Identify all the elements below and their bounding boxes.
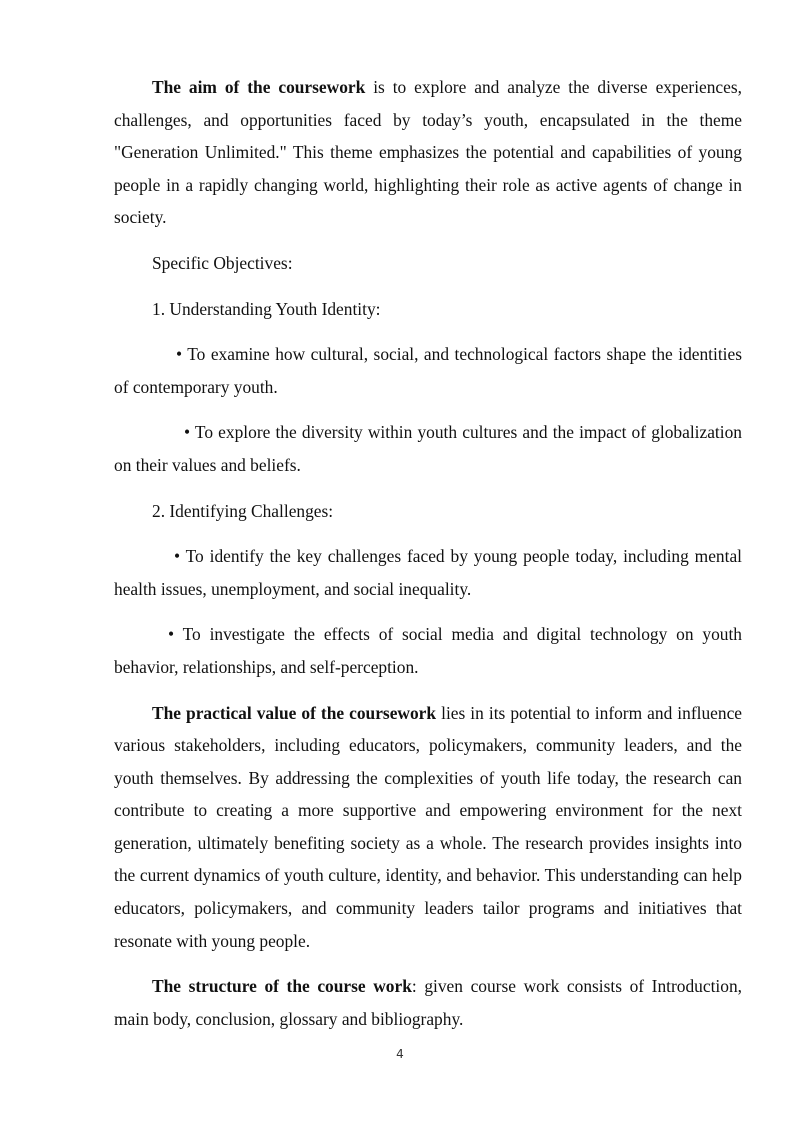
- structure-text: : given course work consists of Introduction, main body, conclusion, glossary and bibliography.: [114, 976, 743, 1029]
- structure-paragraph: [114, 970, 742, 1035]
- practical-value-text: lies in its potential to inform and influence various stakeholders, including educators, policymakers, community leaders, and the youth themselves. By addressing the complexities of youth life today, the research can contribute to creating a more supportive and empowering environment for the next generation, ultimately benefiting society as a whole. The research provides insights into the current dynamics of youth culture, identity, and behavior. This understanding can help educators, policymakers, and community leaders tailor programs and initiatives that resonate with young people.: [114, 702, 743, 951]
- structure-heading: The structure of the course work: [152, 976, 412, 997]
- objective-1-bullet-2: • To explore the diversity within youth cultures and the impact of globalization on their values and beliefs.: [114, 422, 742, 475]
- objective-2-bullet-2: • To investigate the effects of social media and digital technology on youth behavior, relationships, and self-perception.: [114, 624, 742, 677]
- aim-text: is to explore and analyze the diverse experiences, challenges, and opportunities faced by today’s youth, encapsulated in the theme "Generation Unlimited." This theme emphasizes the potential and capabilities of young people in a rapidly changing world, highlighting their role as active agents of change in society.: [114, 77, 742, 228]
- page-number: 4: [396, 1047, 404, 1061]
- objective-1-heading: 1. Understanding Youth Identity:: [152, 298, 381, 319]
- objective-1-bullet-1: • To examine how cultural, social, and technological factors shape the identities of contemporary youth.: [114, 344, 742, 397]
- objective-2-bullet-1: • To identify the key challenges faced by young people today, including mental health issues, unemployment, and social inequality.: [114, 546, 742, 599]
- specific-objectives-label: Specific Objectives:: [152, 252, 293, 273]
- aim-heading: The aim of the coursework: [152, 77, 366, 97]
- practical-value-paragraph: [114, 697, 742, 958]
- practical-value-heading: The practical value of the coursework: [152, 702, 437, 723]
- aim-paragraph: [114, 71, 742, 234]
- page-content: [114, 71, 742, 1035]
- objective-2-heading: 2. Identifying Challenges:: [152, 500, 334, 521]
